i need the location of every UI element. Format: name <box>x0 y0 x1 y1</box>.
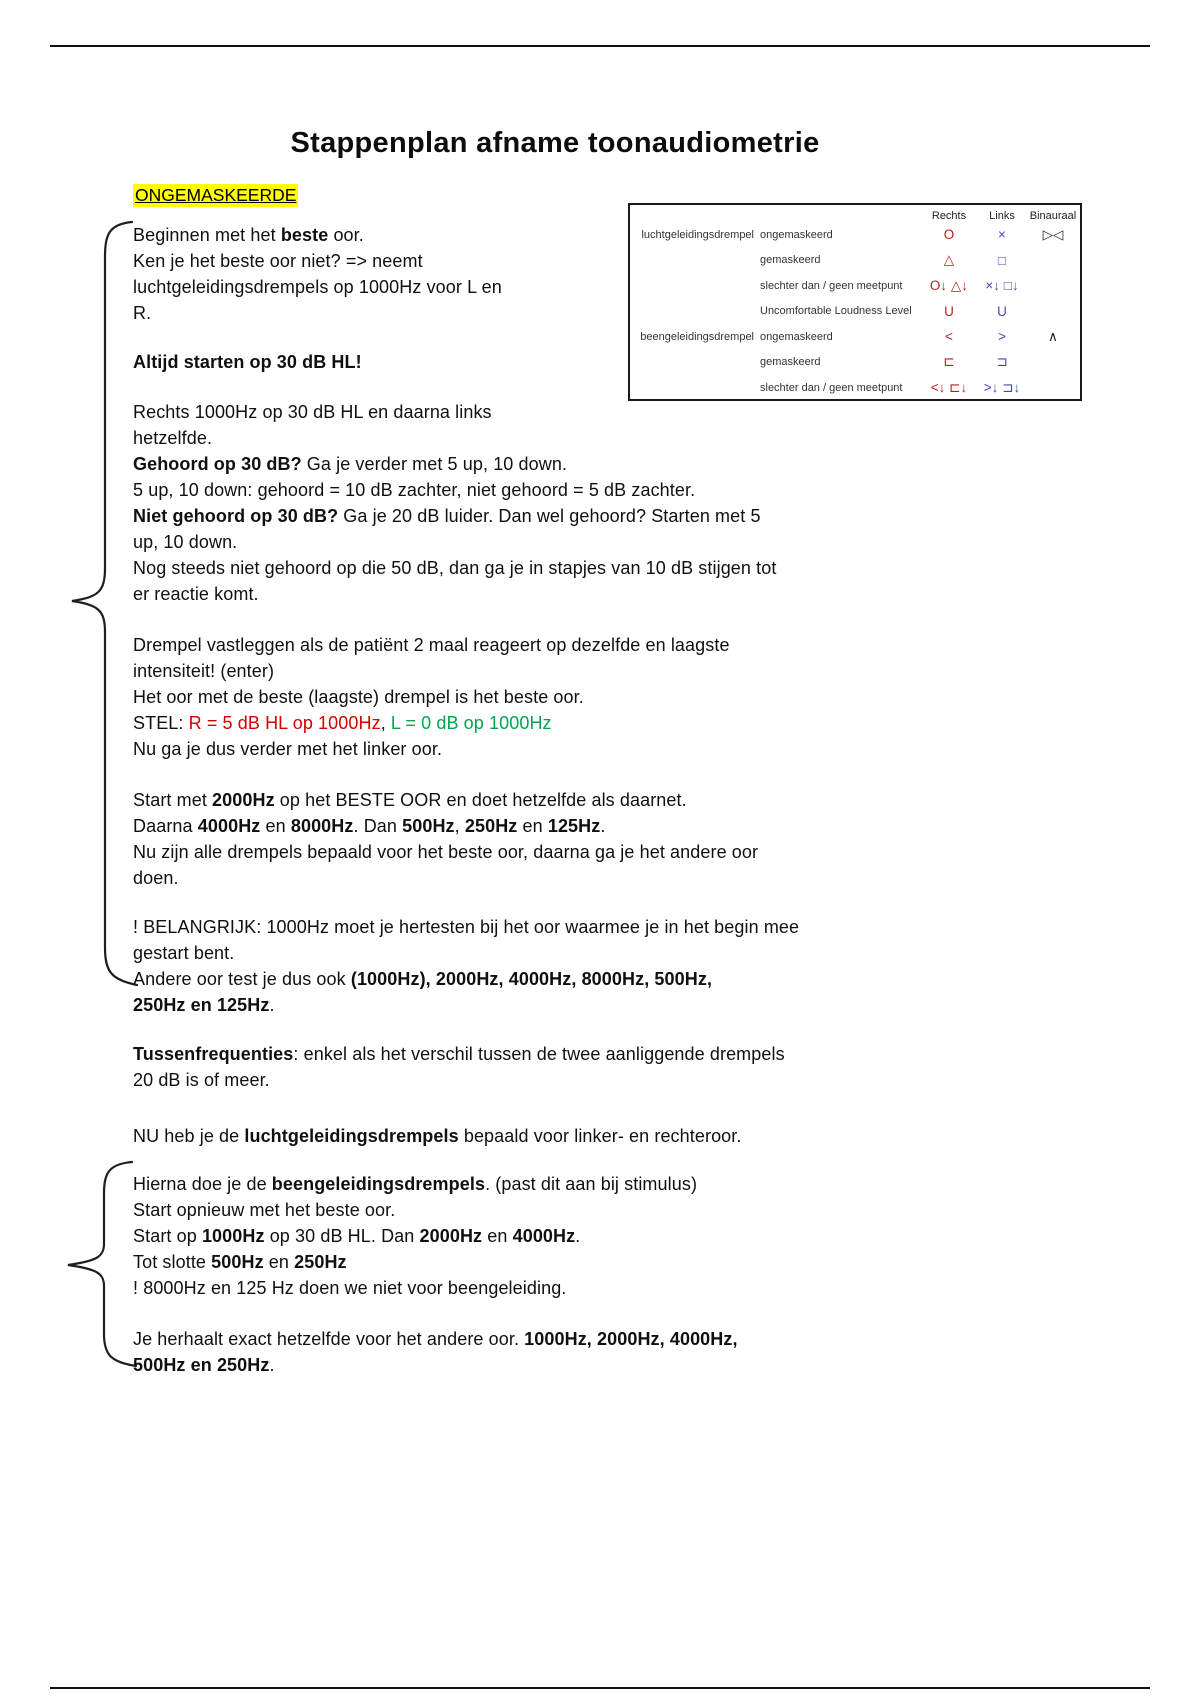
text-segment: doen. <box>133 868 179 888</box>
paragraph-repeat-other-ear <box>133 1326 1138 1378</box>
text-segment: Rechts 1000Hz op 30 dB HL en daarna links <box>133 402 492 422</box>
text-segment: en <box>260 816 291 836</box>
text-segment: . <box>575 1226 581 1246</box>
text-segment: . <box>600 816 606 836</box>
legend-row <box>630 248 1080 274</box>
text-segment: 4000Hz <box>512 1226 576 1246</box>
paragraph-tussenfrequenties <box>133 1041 1138 1093</box>
right-ear-ucl-symbol-icon: U <box>944 303 954 319</box>
text-segment: Je herhaalt exact hetzelfde voor het andere oor. <box>133 1329 525 1349</box>
text-segment: Beginnen met het <box>133 225 281 245</box>
text-segment: luchtgeleidingsdrempels <box>244 1126 459 1146</box>
legend-condition-label: Uncomfortable Loudness Level <box>760 305 912 318</box>
text-segment: . Dan <box>353 816 403 836</box>
left-ear-bone-no-response-symbol-icon: >↓ ⊐↓ <box>983 379 1021 395</box>
right-ear-no-response-symbol-icon: O↓ △↓ <box>929 277 969 293</box>
text-segment: Niet gehoord op 30 dB? <box>133 506 339 526</box>
text-segment: ! 8000Hz en 125 Hz doen we niet voor beengeleiding. <box>133 1278 567 1298</box>
text-segment: Drempel vastleggen als de patiënt 2 maal reageert op dezelfde en laagste <box>133 635 730 655</box>
text-segment: bepaald voor linker- en rechteroor. <box>458 1126 742 1146</box>
text-segment: 500Hz en 250Hz <box>133 1355 270 1375</box>
legend-condition-label: ongemaskeerd <box>760 330 833 343</box>
text-segment: gestart bent. <box>133 943 235 963</box>
text-segment: R = 5 dB HL op 1000Hz <box>188 713 381 733</box>
text-segment: luchtgeleidingsdrempels op 1000Hz voor L en <box>133 277 502 297</box>
text-segment: 250Hz <box>294 1252 347 1272</box>
left-ear-no-response-symbol-icon: ×↓ □↓ <box>985 278 1019 294</box>
text-segment: en <box>482 1226 513 1246</box>
text-segment: STEL: <box>133 713 189 733</box>
text-segment: Andere oor test je dus ook <box>133 969 351 989</box>
text-segment: intensiteit! (enter) <box>133 661 275 681</box>
text-segment: R. <box>133 303 152 323</box>
top-rule <box>50 45 1150 47</box>
text-segment: ! BELANGRIJK: 1000Hz moet je hertesten bij het oor waarmee je in het begin mee <box>133 917 800 937</box>
left-ear-ucl-symbol-icon: U <box>997 303 1007 319</box>
paragraph-start-30db <box>133 349 1138 375</box>
legend-group-label: beengeleidingsdrempel <box>640 330 754 343</box>
legend-condition-label: ongemaskeerd <box>760 228 833 241</box>
text-segment: 1000Hz, 2000Hz, 4000Hz, <box>524 1329 738 1349</box>
text-segment: Gehoord op 30 dB? <box>133 454 302 474</box>
text-segment: . <box>269 1355 275 1375</box>
curly-brace-annotation-top <box>60 216 140 990</box>
right-ear-bone-symbol-icon: < <box>945 329 953 345</box>
paragraph-threshold-rules <box>133 632 1138 762</box>
text-segment: 2000Hz <box>419 1226 483 1246</box>
paragraph-best-ear-intro <box>133 222 638 326</box>
right-ear-symbol-icon: △ <box>943 252 955 268</box>
legend-group-label: luchtgeleidingsdrempel <box>641 228 754 241</box>
paragraph-belangrijk-retest <box>133 914 1138 1018</box>
text-segment: 8000Hz <box>290 816 354 836</box>
text-segment: 125Hz <box>547 816 601 836</box>
right-ear-bone-no-response-symbol-icon: <↓ ⊏↓ <box>930 379 968 395</box>
text-segment: Altijd starten op 30 dB HL! <box>133 352 362 372</box>
legend-column-binauraal: Binauraal <box>1029 210 1077 222</box>
bottom-rule <box>50 1687 1150 1689</box>
text-segment: , <box>380 713 391 733</box>
text-segment: Hierna doe je de <box>133 1174 272 1194</box>
text-segment: oor. <box>328 225 364 245</box>
legend-condition-label: slechter dan / geen meetpunt <box>760 279 903 292</box>
text-segment: Tussenfrequenties <box>133 1044 294 1064</box>
curly-brace-icon <box>60 216 140 990</box>
curly-brace-annotation-bottom <box>56 1156 140 1372</box>
text-segment: Nu ga je dus verder met het linker oor. <box>133 739 443 759</box>
text-segment: 500Hz <box>211 1252 264 1272</box>
text-segment: Ken je het beste oor niet? => neemt <box>133 251 423 271</box>
text-segment: 2000Hz <box>212 790 275 810</box>
text-segment: en <box>517 816 548 836</box>
left-ear-symbol-icon: □ <box>997 252 1007 268</box>
text-segment: 1000Hz <box>201 1226 265 1246</box>
legend-row <box>630 273 1080 299</box>
text-segment: er reactie komt. <box>133 584 259 604</box>
text-segment: en <box>263 1252 295 1272</box>
text-segment: NU heb je de <box>133 1126 245 1146</box>
text-segment: up, 10 down. <box>133 532 238 552</box>
page-title: Stappenplan afname toonaudiometrie <box>290 127 820 159</box>
paragraph-frequency-order <box>133 787 1138 891</box>
legend-condition-label: gemaskeerd <box>760 254 821 267</box>
text-segment: 250Hz <box>464 816 518 836</box>
right-ear-bone-masked-symbol-icon: ⊏ <box>943 354 955 370</box>
text-segment: 250Hz en 125Hz <box>133 995 270 1015</box>
legend-row <box>630 222 1080 248</box>
legend-row <box>630 375 1080 401</box>
left-ear-bone-symbol-icon: > <box>998 329 1006 345</box>
legend-column-links: Links <box>989 210 1015 222</box>
text-segment: Nog steeds niet gehoord op die 50 dB, dan ga je in stapjes van 10 dB stijgen tot <box>133 558 777 578</box>
text-segment: hetzelfde. <box>133 428 213 448</box>
legend-column-rechts: Rechts <box>931 210 967 222</box>
text-segment: Het oor met de beste (laagste) drempel is het beste oor. <box>133 687 584 707</box>
text-segment: op 30 dB HL. Dan <box>264 1226 420 1246</box>
text-segment: Start op <box>133 1226 202 1246</box>
left-ear-symbol-icon: × <box>998 227 1006 243</box>
right-ear-symbol-icon: O <box>943 227 955 243</box>
legend-row <box>630 299 1080 325</box>
text-segment: L = 0 dB op 1000Hz <box>390 713 552 733</box>
text-segment: Start opnieuw met het beste oor. <box>133 1200 396 1220</box>
text-segment: 4000Hz <box>197 816 261 836</box>
text-segment: Nu zijn alle drempels bepaald voor het beste oor, daarna ga je het andere oor <box>133 842 759 862</box>
text-segment: : enkel als het verschil tussen de twee aanliggende drempels <box>293 1044 785 1064</box>
legend-header-row <box>630 205 1080 222</box>
text-segment: . (past dit aan bij stimulus) <box>485 1174 698 1194</box>
binaural-bone-symbol-icon: ∧ <box>1048 328 1058 344</box>
legend-condition-label: gemaskeerd <box>760 356 821 369</box>
binaural-symbol-icon: ▷◁ <box>1042 226 1064 242</box>
paragraph-air-conduction-done <box>133 1123 1138 1149</box>
text-segment: . <box>269 995 275 1015</box>
text-segment: 500Hz <box>402 816 455 836</box>
section-heading-ongemaskeerde: ONGEMASKEERDE <box>135 185 297 205</box>
text-segment: 20 dB is of meer. <box>133 1070 270 1090</box>
text-segment: Ga je 20 dB luider. Dan wel gehoord? Starten met 5 <box>338 506 761 526</box>
paragraph-bone-conduction <box>133 1171 1138 1301</box>
text-segment: Daarna <box>133 816 198 836</box>
text-segment: 5 up, 10 down: gehoord = 10 dB zachter, niet gehoord = 5 dB zachter. <box>133 480 696 500</box>
text-segment: Ga je verder met 5 up, 10 down. <box>301 454 568 474</box>
left-ear-bone-masked-symbol-icon: ⊐ <box>996 354 1008 370</box>
text-segment: , <box>454 816 465 836</box>
legend-condition-label: slechter dan / geen meetpunt <box>760 381 903 394</box>
text-segment: beengeleidingsdrempels <box>271 1174 486 1194</box>
paragraph-procedure-30db <box>133 399 1138 607</box>
curly-brace-icon <box>56 1156 140 1372</box>
text-segment: (1000Hz), 2000Hz, 4000Hz, 8000Hz, 500Hz, <box>350 969 713 989</box>
text-segment: op het BESTE OOR en doet hetzelfde als daarnet. <box>274 790 687 810</box>
legend-row <box>630 324 1080 350</box>
text-segment: Start met <box>133 790 213 810</box>
text-segment: beste <box>280 225 329 245</box>
text-segment: Tot slotte <box>133 1252 212 1272</box>
